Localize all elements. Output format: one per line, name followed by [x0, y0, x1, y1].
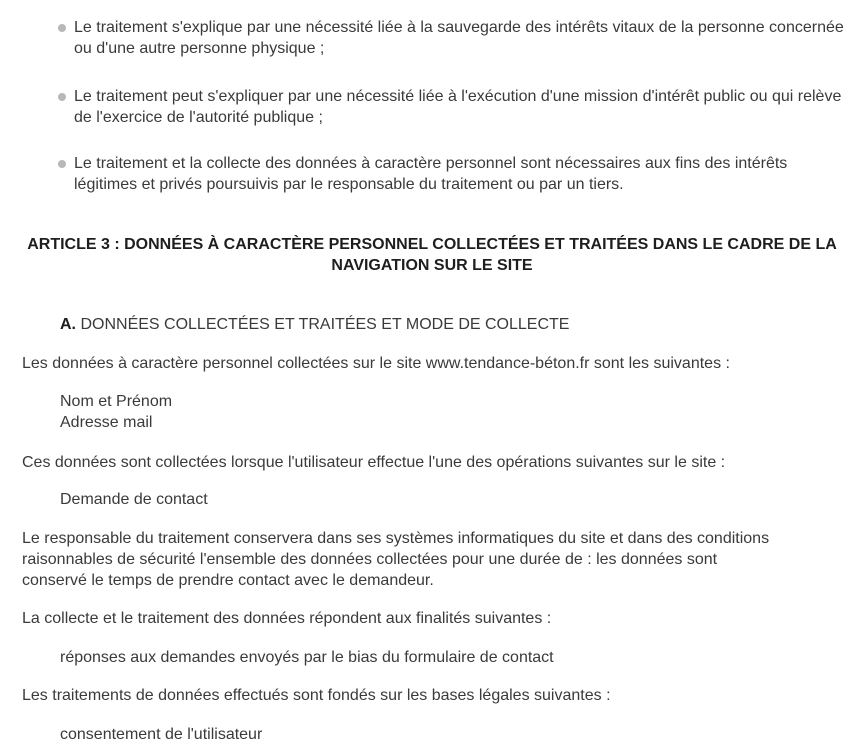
- paragraph-purposes: La collecte et le traitement des données répondent aux finalités suivantes :: [22, 610, 552, 627]
- collected-item: Nom et Prénom: [60, 393, 173, 410]
- collected-items: [60, 391, 840, 433]
- bullet-dot-icon: [58, 24, 66, 32]
- article-heading-line: ARTICLE 3 : DONNÉES À CARACTÈRE PERSONNEL COLLECTÉES ET TRAITÉES DANS LE CADRE DE LA: [27, 236, 837, 253]
- paragraph-legal-basis: Les traitements de données effectués sont fondés sur les bases légales suivantes :: [22, 687, 611, 704]
- list-item-text: Le traitement et la collecte des données à caractère personnel sont nécessaires aux fins des intérêts légitimes et privés poursuivis par le responsable du traitement ou par un tiers.: [74, 155, 788, 193]
- list-item-text: Le traitement peut s'expliquer par une nécessité liée à l'exécution d'une mission d'intérêt public ou qui relève de l'exercice de l'autorité publique ;: [74, 88, 842, 126]
- collected-item: Adresse mail: [60, 414, 153, 431]
- purpose-item: réponses aux demandes envoyés par le bias du formulaire de contact: [60, 649, 554, 666]
- article-heading: [22, 234, 842, 276]
- legal-basis-item: consentement de l'utilisateur: [60, 726, 263, 743]
- paragraph-line: raisonnables de sécurité l'ensemble des données collectées pour une durée de : les données sont: [22, 551, 718, 568]
- list-item: [74, 17, 844, 59]
- list-item: [74, 153, 844, 195]
- operation-item: Demande de contact: [60, 491, 208, 508]
- list-item: [74, 86, 844, 128]
- list-item-text: Le traitement s'explique par une nécessité liée à la sauvegarde des intérêts vitaux de la personne concernée ou d'une autre personne physique ;: [74, 19, 844, 57]
- section-letter: A.: [60, 316, 76, 333]
- paragraph-collected-data: Les données à caractère personnel collectées sur le site www.tendance-béton.fr sont les suivantes :: [22, 355, 730, 372]
- bullet-dot-icon: [58, 93, 66, 101]
- section-title: DONNÉES COLLECTÉES ET TRAITÉES ET MODE DE COLLECTE: [80, 316, 570, 333]
- bullet-dot-icon: [58, 160, 66, 168]
- paragraph-line: conservé le temps de prendre contact avec le demandeur.: [22, 572, 434, 589]
- section-heading: [60, 314, 569, 335]
- paragraph-retention: [22, 528, 847, 591]
- article-heading-line: NAVIGATION SUR LE SITE: [331, 257, 533, 274]
- paragraph-line: Le responsable du traitement conservera dans ses systèmes informatiques du site et dans des conditions: [22, 530, 770, 547]
- paragraph-operations: Ces données sont collectées lorsque l'utilisateur effectue l'une des opérations suivantes sur le site :: [22, 454, 726, 471]
